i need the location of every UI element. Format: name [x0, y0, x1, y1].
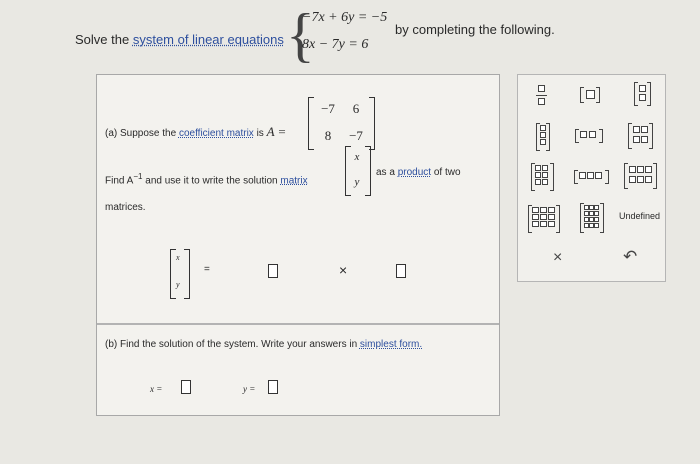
system-link[interactable]: system of linear equations — [132, 32, 284, 47]
inverse-matrix-input[interactable] — [268, 264, 278, 278]
matrix-2x1-button[interactable] — [634, 82, 652, 106]
matrix-cell: −7 — [321, 101, 335, 116]
matrix-3x1-button[interactable] — [536, 123, 550, 151]
matrix-2x3-button[interactable] — [624, 163, 658, 189]
answer-vector-y: y — [176, 280, 180, 289]
answer-right-bracket — [184, 249, 190, 299]
matrices-text: matrices. — [105, 202, 146, 213]
matrix-2x2-button[interactable] — [628, 123, 654, 149]
matrix-3x3-button[interactable] — [528, 205, 560, 233]
math-palette — [517, 74, 666, 282]
matrix-right-bracket — [369, 97, 375, 150]
part-a-label: (a) Suppose the coefficient matrix is A = — [105, 124, 287, 139]
answer-vector-x: x — [176, 253, 180, 262]
problem-prefix: Solve the — [75, 32, 130, 47]
undefined-button[interactable]: Undefined — [619, 211, 661, 221]
product-text: as a product of two — [376, 167, 461, 178]
undo-button[interactable]: ↶ — [623, 247, 638, 266]
matrix-3x2-button[interactable] — [531, 163, 555, 191]
times-sign: × — [339, 262, 348, 278]
x-answer-input[interactable] — [181, 380, 191, 394]
part-b-section — [97, 323, 499, 417]
answer-panel — [96, 74, 500, 416]
vector-entry-x: x — [354, 151, 360, 163]
clear-button[interactable]: × — [553, 249, 563, 266]
matrix-1x3-button[interactable] — [574, 170, 612, 184]
simplest-form-link[interactable]: simplest form. — [359, 339, 423, 350]
vector-entry-y: y — [354, 176, 360, 188]
product-link[interactable]: product — [397, 167, 432, 178]
matrix-4x3-button[interactable] — [580, 203, 604, 233]
problem-statement — [75, 32, 284, 47]
find-inverse-text: Find $A^{-1}$ and use it to write the solution matrix — [105, 172, 308, 187]
problem-suffix: by completing the following. — [395, 22, 555, 37]
x-label: x = — [150, 384, 163, 394]
matrix-link[interactable]: matrix — [280, 175, 308, 187]
matrix-cell: 6 — [352, 101, 360, 116]
fraction-button[interactable] — [536, 85, 548, 107]
matrix-left-bracket — [308, 97, 314, 150]
matrix-1x1-button[interactable] — [580, 87, 602, 103]
part-b-label: (b) Find the solution of the system. Write your answers in simplest form. — [105, 339, 423, 350]
system-brace: { — [286, 2, 315, 68]
coefficient-matrix-link[interactable]: coefficient matrix — [178, 128, 254, 139]
equals-sign: = — [204, 264, 210, 275]
equation-1: −7x + 6y = −5 — [302, 10, 388, 25]
matrix-cell: −7 — [349, 128, 363, 143]
matrix-cell: 8 — [324, 128, 332, 143]
y-label: y = — [243, 384, 256, 394]
equation-2: 8x − 7y = 6 — [302, 37, 369, 52]
y-answer-input[interactable] — [268, 380, 278, 394]
matrix-1x2-button[interactable] — [575, 129, 605, 143]
constant-vector-input[interactable] — [396, 264, 406, 278]
solution-right-bracket — [365, 146, 371, 196]
matrix-symbol: A = — [266, 124, 287, 139]
